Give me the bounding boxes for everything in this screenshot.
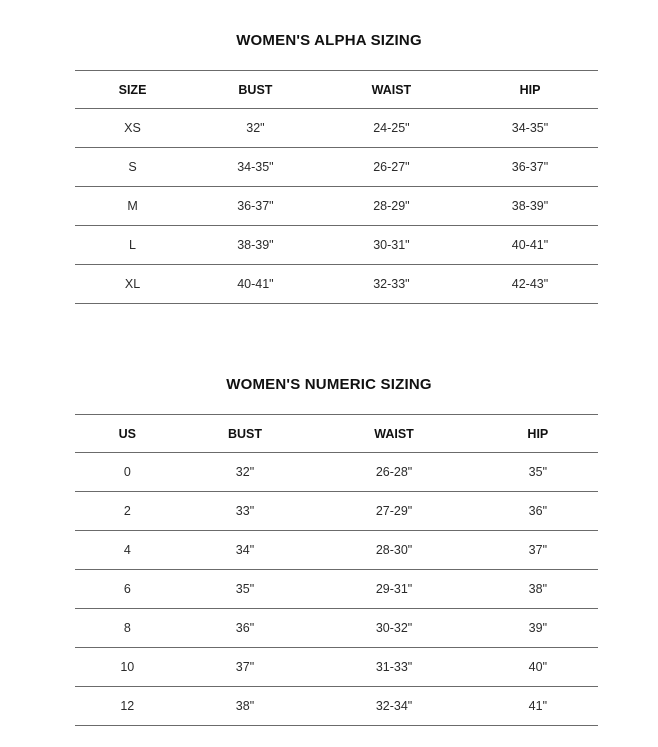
column-header-waist: WAIST xyxy=(374,426,414,441)
size-cell: XS xyxy=(124,121,141,135)
waist-cell: 24-25" xyxy=(373,121,410,135)
hip-cell: 42-43" xyxy=(511,277,549,291)
waist-cell: 28-29" xyxy=(373,199,410,213)
hip-cell: 40" xyxy=(528,660,548,674)
waist-cell: 30-31" xyxy=(373,238,410,252)
table-row xyxy=(75,570,598,609)
table-row xyxy=(75,187,598,226)
waist-cell: 27-29" xyxy=(375,504,413,518)
size-cell: M xyxy=(127,199,138,213)
bust-cell: 35" xyxy=(235,582,255,596)
table-row xyxy=(75,687,598,726)
us-size-cell: 8 xyxy=(123,621,131,635)
hip-cell: 38" xyxy=(528,582,548,596)
numeric-sizing-table xyxy=(75,414,598,726)
table-header-row xyxy=(75,415,598,453)
waist-cell: 26-27" xyxy=(373,160,410,174)
table-row xyxy=(75,265,598,304)
bust-cell: 32" xyxy=(235,465,255,479)
column-header-size: SIZE xyxy=(118,82,147,97)
alpha-sizing-title: WOMEN'S ALPHA SIZING xyxy=(236,32,422,49)
column-header-hip: HIP xyxy=(527,426,549,441)
waist-cell: 32-34" xyxy=(375,699,413,713)
us-size-cell: 12 xyxy=(120,699,135,713)
bust-cell: 34" xyxy=(235,543,255,557)
bust-cell: 38-39" xyxy=(237,238,274,252)
hip-cell: 40-41" xyxy=(511,238,549,252)
waist-cell: 32-33" xyxy=(373,277,410,291)
bust-cell: 38" xyxy=(235,699,255,713)
waist-cell: 28-30" xyxy=(375,543,413,557)
bust-cell: 37" xyxy=(235,660,255,674)
hip-cell: 38-39" xyxy=(511,199,549,213)
us-size-cell: 2 xyxy=(123,504,131,518)
bust-cell: 32" xyxy=(246,121,265,135)
us-size-cell: 4 xyxy=(123,543,131,557)
table-header-row xyxy=(75,71,598,109)
table-row xyxy=(75,609,598,648)
hip-cell: 37" xyxy=(528,543,548,557)
size-cell: L xyxy=(129,238,136,252)
bust-cell: 34-35" xyxy=(237,160,274,174)
waist-cell: 31-33" xyxy=(375,660,413,674)
us-size-cell: 0 xyxy=(123,465,131,479)
bust-cell: 40-41" xyxy=(237,277,274,291)
us-size-cell: 6 xyxy=(123,582,131,596)
size-cell: S xyxy=(128,160,137,174)
table-row xyxy=(75,148,598,187)
bust-cell: 36-37" xyxy=(237,199,274,213)
alpha-sizing-table xyxy=(75,70,598,304)
numeric-sizing-title: WOMEN'S NUMERIC SIZING xyxy=(226,376,432,393)
table-row xyxy=(75,531,598,570)
waist-cell: 26-28" xyxy=(375,465,413,479)
waist-cell: 29-31" xyxy=(375,582,413,596)
table-row xyxy=(75,109,598,148)
table-row xyxy=(75,453,598,492)
us-size-cell: 10 xyxy=(120,660,135,674)
bust-cell: 33" xyxy=(235,504,255,518)
hip-cell: 34-35" xyxy=(511,121,549,135)
column-header-waist: WAIST xyxy=(371,82,412,97)
column-header-bust: BUST xyxy=(238,82,273,97)
table-row xyxy=(75,648,598,687)
hip-cell: 35" xyxy=(528,465,548,479)
column-header-hip: HIP xyxy=(519,82,541,97)
bust-cell: 36" xyxy=(235,621,255,635)
hip-cell: 39" xyxy=(528,621,548,635)
table-row xyxy=(75,226,598,265)
hip-cell: 36-37" xyxy=(511,160,549,174)
waist-cell: 30-32" xyxy=(375,621,413,635)
hip-cell: 36" xyxy=(528,504,548,518)
column-header-bust: BUST xyxy=(227,426,262,441)
hip-cell: 41" xyxy=(528,699,548,713)
size-cell: XL xyxy=(124,277,141,291)
table-row xyxy=(75,492,598,531)
column-header-us: US xyxy=(118,426,136,441)
